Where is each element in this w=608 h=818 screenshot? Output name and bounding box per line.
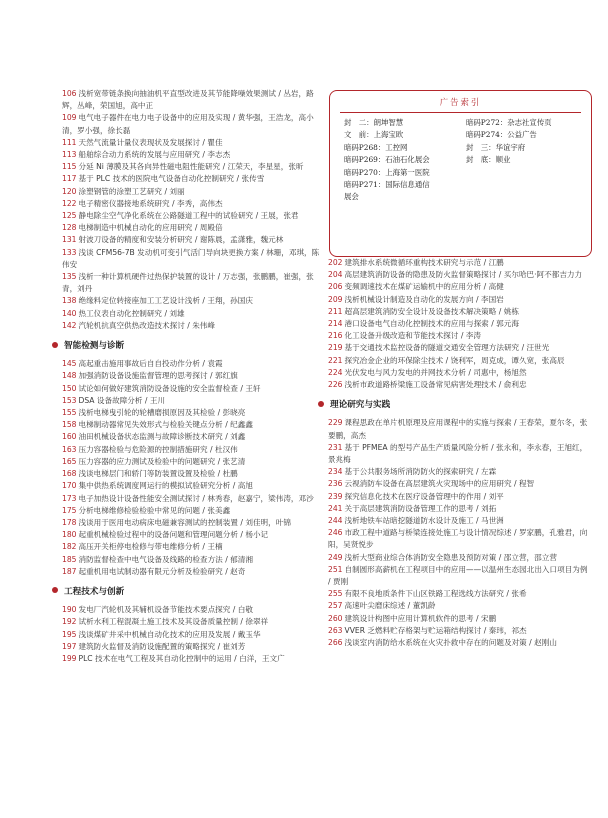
toc-page-number: 249 [328, 552, 343, 562]
toc-entry-title: 基于公共服务场所消防防火的探索研究 / 左霖 [344, 467, 497, 477]
toc-entry[interactable] [62, 641, 324, 653]
toc-entry-title: VVER 乏燃料贮存格架与贮运箱结构探讨 / 秦玮，祁杰 [344, 625, 527, 635]
toc-entry[interactable] [62, 468, 324, 480]
toc-page-number: 165 [62, 456, 77, 466]
ad-index-item: 暗码P272：杂志社宣传页 [466, 118, 552, 127]
toc-entry[interactable] [328, 269, 592, 281]
toc-entry[interactable] [62, 234, 324, 246]
toc-page-number: 133 [62, 247, 77, 257]
toc-entry[interactable] [62, 198, 324, 210]
toc-page-number: 192 [62, 617, 77, 627]
toc-page-number: 266 [328, 638, 343, 648]
toc-entry-title: 起重机用电试制动器有限元分析及检验研究 / 赵奇 [78, 566, 246, 576]
toc-page-number: 221 [328, 355, 343, 365]
toc-entry[interactable] [62, 295, 324, 307]
ad-index-item: 暗码P271：国际信息通信 [344, 180, 430, 190]
toc-page-number: 241 [328, 503, 343, 513]
toc-entry-title: 电子加热设计设备性能安全测试探讨 / 林秀春，赵嘉宁，梁伟涛，邓沙 [78, 493, 314, 503]
toc-entry-title: 浅析一种计算机硬件过热保护装置的设计 / 万志强，张鹏鹏，崔强，张青，刘丹 [62, 272, 314, 294]
toc-entry[interactable] [328, 306, 592, 318]
toc-entry-title: 压力容器的应力测试及检验中的问题研究 / 张艺清 [78, 456, 246, 466]
toc-page-number: 180 [62, 530, 77, 540]
toc-page-number: 182 [62, 542, 77, 552]
toc-page-number: 187 [62, 566, 77, 576]
toc-entry[interactable] [62, 383, 324, 395]
toc-entry[interactable] [328, 318, 592, 330]
toc-page-number: 125 [62, 211, 77, 221]
toc-entry-title: 电子精密仪器接地系统研究 / 李秀，高伟杰 [78, 198, 223, 208]
toc-entry-title: 浅谈电梯层门和轿门等防装置设置及检验 / 杜鹏 [78, 469, 238, 479]
toc-page-number: 170 [62, 481, 77, 491]
toc-entry[interactable] [328, 257, 592, 269]
toc-page-number: 142 [62, 320, 77, 330]
toc-page-number: 195 [62, 629, 77, 639]
ad-index-item: 封 底：顺业 [466, 155, 511, 165]
toc-entry-title: 基于 PLC 技术的医院电气设备自动化控制研究 / 张传雪 [78, 174, 265, 184]
toc-entry[interactable] [328, 588, 592, 600]
toc-entry[interactable] [62, 517, 324, 529]
toc-entry-title: 浅析大型商业综合体消防安全隐患及预防对策 / 邵立营，邵立营 [344, 552, 557, 562]
toc-entry[interactable] [62, 271, 324, 295]
toc-page-number: 113 [62, 150, 77, 160]
toc-entry[interactable] [62, 431, 324, 443]
toc-page-number: 204 [328, 270, 343, 280]
toc-page-number: 246 [328, 528, 343, 538]
toc-entry[interactable] [62, 505, 324, 517]
toc-entry[interactable] [328, 367, 592, 379]
toc-page-number: 206 [328, 282, 343, 292]
toc-entry-title: 高层建筑消防设备的隐患及防火监督策略探讨 / 买尔哈巴·阿不都吉力力 [344, 270, 583, 280]
toc-entry[interactable] [62, 480, 324, 492]
toc-page-number: 163 [62, 444, 77, 454]
toc-entry-title: 浅析电梯曳引轮的轮槽磨损原因及其检验 / 彭晓亮 [78, 408, 246, 418]
toc-entry[interactable] [62, 358, 324, 370]
toc-page-number: 106 [62, 89, 77, 98]
toc-entry[interactable] [62, 419, 324, 431]
toc-entry[interactable] [328, 527, 592, 551]
toc-page-number: 216 [328, 331, 343, 341]
toc-entry-title: 关于高层建筑消防设备管理工作的思考 / 刘拓 [344, 503, 497, 513]
toc-page-number: 111 [62, 137, 77, 147]
toc-page-number: 209 [328, 294, 343, 304]
toc-entry-title: 探究冶金企业的环保除尘技术 / 饶利军，周克成，谭久宽，张高辰 [344, 355, 565, 365]
toc-entry[interactable] [62, 653, 324, 665]
toc-entry[interactable] [328, 515, 592, 527]
toc-page-number: 224 [328, 367, 343, 377]
ad-index-item: 暗码P274：公益广告 [466, 130, 537, 140]
toc-entry-title: 基于交通技术监控设备的隧道交通安全管理方法研究 / 汪世光 [344, 343, 550, 353]
toc-entry[interactable] [62, 88, 324, 112]
toc-entry[interactable] [62, 320, 324, 332]
toc-entry-title: 变频调速技术在煤矿运输机中的应用分析 / 高健 [344, 282, 504, 292]
toc-page-number: 239 [328, 491, 343, 501]
toc-page-number: 251 [328, 564, 343, 574]
toc-entry[interactable] [62, 529, 324, 541]
ad-index-item: 暗码P270：上海第一医院 [344, 167, 430, 177]
toc-entry-title: 浅析宽带链条换向抽油机平直型改进及其节能降噪效果测试 / 丛岩，路辉，丛峰，荣国旭，高中正 [62, 89, 314, 111]
ad-index-box [329, 90, 592, 257]
toc-entry-title: 建筑设计构图中应用计算机软件的思考 / 宋鹏 [344, 613, 497, 623]
toc-entry[interactable] [328, 503, 592, 515]
toc-page-number: 211 [328, 306, 343, 316]
toc-entry[interactable] [328, 491, 592, 503]
toc-entry-title: 浅析机械设计制造及自动化的发展方向 / 李国岩 [344, 294, 504, 304]
ad-index-item: 展会 [344, 192, 359, 202]
section-heading [318, 399, 582, 411]
ad-index-right-list [466, 117, 590, 167]
toc-entry[interactable] [62, 616, 324, 628]
toc-page-number: 117 [62, 174, 77, 184]
left-contents-column [62, 88, 324, 665]
toc-page-number: 197 [62, 641, 77, 651]
toc-entry-title: 消防监督检查中电气设备及线路的检查方法 / 郁清湘 [78, 554, 253, 564]
toc-entry[interactable] [62, 444, 324, 456]
section-heading [52, 586, 314, 598]
section-heading-text: 工程技术与创新 [64, 586, 125, 597]
toc-entry-title: 建筑排水系统微循环重构技术研究与示范 / 江鹏 [344, 258, 504, 267]
toc-entry-title: 探究信息化技术在医疗设备管理中的作用 / 刘平 [344, 491, 504, 501]
toc-page-number: 236 [328, 479, 343, 489]
toc-entry[interactable] [328, 342, 592, 354]
toc-entry-title: 浅谈煤矿井采中机械自动化技术的应用及发展 / 戴玉华 [78, 629, 261, 639]
toc-page-number: 115 [62, 162, 77, 172]
toc-entry-title: 射波刀设备的精度和安装分析研究 / 谢陈晨，孟潇雅，魏元林 [78, 235, 284, 245]
toc-entry-title: 船舶综合动力系统的发展与应用研究 / 李志杰 [78, 150, 231, 160]
toc-entry[interactable] [328, 294, 592, 306]
toc-page-number: 155 [62, 408, 77, 418]
toc-entry-title: DSA 设备故障分析 / 王川 [78, 395, 166, 405]
toc-entry[interactable] [328, 330, 592, 342]
toc-entry[interactable] [62, 112, 324, 136]
toc-page-number: 175 [62, 505, 77, 515]
toc-entry-title: 课程思政在单片机原理及应用课程中的实施与探索 / 王春荣，夏尔冬，张要鹏，高杰 [328, 418, 588, 440]
toc-page-number: 234 [328, 467, 343, 477]
toc-entry-title: 浅谈 CFM56-7B 发动机可变引气活门导向块更换方案 / 林珊，邓琪，陈伟安 [62, 247, 320, 269]
toc-entry[interactable] [62, 629, 324, 641]
toc-entry[interactable] [328, 478, 592, 490]
toc-entry[interactable] [328, 625, 592, 637]
toc-entry-title: 基于 PFMEA 的型号产品生产质量风险分析 / 张永和，李永春，王旭红，景兆梅 [328, 442, 588, 465]
toc-entry-title: 浅析地铁车站暗挖隧道防水设计及施工 / 马世洲 [344, 516, 504, 526]
toc-entry-title: 绝缘料定位转接座加工工艺设计浅析 / 王翔，孙国庆 [78, 296, 253, 306]
toc-entry[interactable] [328, 442, 592, 466]
toc-entry-title: 热工仪表自动化控制研究 / 刘雄 [78, 308, 185, 318]
section-heading [52, 340, 314, 352]
toc-entry-title: 静电除尘空气净化系统在公路隧道工程中的试验研究 / 王展，张君 [78, 211, 299, 221]
toc-entry[interactable] [328, 466, 592, 478]
toc-entry[interactable] [328, 613, 592, 625]
toc-entry-title: 浅谈室内消防给水系统在火灾扑救中存在的问题及对策 / 赵刚山 [344, 638, 557, 648]
toc-page-number: 122 [62, 198, 77, 208]
toc-page-number: 173 [62, 493, 77, 503]
toc-page-number: 135 [62, 272, 77, 282]
toc-entry[interactable] [62, 137, 324, 149]
toc-entry[interactable] [62, 173, 324, 185]
toc-entry[interactable] [62, 456, 324, 468]
toc-page-number: 131 [62, 235, 77, 245]
toc-page-number: 244 [328, 516, 343, 526]
toc-entry-title: 分延 Ni 薄膜及其各向异性磁电阻性能研究 / 江荣天，李星星，张昕 [78, 162, 304, 172]
toc-entry-title: 电梯制动器常见失效形式与检验关键点分析 / 纪鑫鑫 [78, 420, 253, 430]
ad-index-item: 暗码P269：石油石化展会 [344, 155, 430, 165]
toc-page-number: 202 [328, 258, 343, 267]
toc-page-number: 190 [62, 605, 77, 615]
ad-index-title: 广告索引 [439, 97, 482, 107]
toc-page-number: 120 [62, 186, 77, 196]
toc-page-number: 158 [62, 420, 77, 430]
toc-page-number: 150 [62, 383, 77, 393]
toc-entry-title: 有限不良地质条件下山区铁路工程选线方法研究 / 张希 [344, 589, 527, 599]
toc-entry-title: 高速叶尖磨床综述 / 董凯龄 [344, 601, 436, 611]
toc-entry[interactable] [62, 407, 324, 419]
toc-entry[interactable] [328, 281, 592, 293]
toc-page-number: 168 [62, 469, 77, 479]
section-bullet-icon [52, 587, 58, 593]
toc-entry-title: 浅谈用于医用电动病床电磁兼容测试的控制装置 / 刘佳明，叶锦 [78, 517, 291, 527]
toc-entry-title: 汽轮机抗真空供热改造技术探讨 / 朱伟峰 [78, 320, 215, 330]
toc-entry[interactable] [328, 552, 592, 564]
toc-entry-title: 电气电子器件在电力电子设备中的应用及实现 / 黄华强，王浩龙，高小清，罗小强，徐长磊 [62, 113, 314, 135]
toc-entry-title: 高压开关柜停电检修与带电维修分析 / 王楠 [78, 542, 223, 552]
toc-entry-title: 云视消防车设备在高层建筑火灾现场中的应用研究 / 程智 [344, 479, 535, 489]
toc-entry[interactable] [328, 600, 592, 612]
toc-entry-title: 压力容器检验与危险源的控制措施研究 / 杜汉伟 [78, 444, 238, 454]
toc-entry-title: 化工设备升级改造和节能技术探讨 / 李涛 [344, 331, 481, 341]
toc-entry[interactable] [328, 564, 592, 588]
section-bullet-icon [318, 401, 324, 407]
toc-entry[interactable] [62, 493, 324, 505]
toc-page-number: 231 [328, 442, 343, 452]
toc-entry-title: 起重机械检验过程中的设备问题和管理问题分析 / 杨小记 [78, 530, 269, 540]
toc-entry-title: 浅析市政道路桥梁施工设备常见病害处理技术 / 俞利忠 [344, 380, 527, 390]
toc-page-number: 255 [328, 589, 343, 599]
toc-entry-title: 电梯制造中机械自动化的应用研究 / 周殿倍 [78, 223, 223, 233]
toc-entry[interactable] [328, 637, 592, 649]
toc-page-number: 257 [328, 601, 343, 611]
toc-entry-title: 涂塑钢管的涂塑工艺研究 / 刘丽 [78, 186, 185, 196]
toc-entry-title: 油田机械设备状态监测与故障诊断技术研究 / 刘鑫 [78, 432, 246, 442]
toc-page-number: 199 [62, 653, 77, 663]
toc-entry[interactable] [328, 355, 592, 367]
toc-page-number: 219 [328, 343, 343, 353]
toc-entry-title: 天然气流量计量仪表现状及发展探讨 / 瞿佳 [78, 137, 223, 147]
toc-page-number: 128 [62, 223, 77, 233]
toc-entry-title: 市政工程中道路与桥梁连接处施工与设计情况综述 / 罗家鹏，孔雅君，向阳，吴贤悦步 [328, 528, 588, 550]
toc-entry-title: 分析电梯维修检验检验中常见的问题 / 张美鑫 [78, 505, 231, 515]
ad-index-item: 文 前：上海宝欧 [344, 130, 404, 140]
toc-page-number: 229 [328, 418, 343, 428]
toc-entry[interactable] [62, 210, 324, 222]
toc-page-number: 148 [62, 371, 77, 381]
toc-entry-title: PLC 技术在电气工程及其自动化控制中的运用 / 白洋，王文广 [78, 653, 285, 663]
toc-entry[interactable] [62, 186, 324, 198]
toc-entry-title: 建筑防火监督及消防设施配置的策略探究 / 崔刘芳 [78, 641, 246, 651]
toc-page-number: 214 [328, 319, 343, 329]
toc-page-number: 260 [328, 613, 343, 623]
toc-entry[interactable] [62, 222, 324, 234]
toc-page-number: 185 [62, 554, 77, 564]
toc-entry[interactable] [62, 149, 324, 161]
toc-entry[interactable] [62, 541, 324, 553]
ad-index-divider [340, 112, 581, 113]
toc-entry[interactable] [328, 417, 592, 441]
toc-entry[interactable] [62, 247, 324, 271]
toc-entry[interactable] [328, 379, 592, 391]
toc-entry[interactable] [62, 308, 324, 320]
toc-entry-title: 光伏发电与风力发电的并网技术分析 / 司惠中，杨旭然 [344, 367, 527, 377]
ad-index-item: 暗码P268：工控网 [344, 142, 408, 152]
toc-entry-title: 发电厂汽轮机及其辅机设备节能技术要点探究 / 白敬 [78, 605, 253, 615]
toc-page-number: 226 [328, 380, 343, 390]
section-heading-text: 理论研究与实践 [330, 400, 391, 411]
toc-entry-title: 加强消防设备设施监督管理的思考探讨 / 郭红旗 [78, 371, 238, 381]
section-bullet-icon [52, 342, 58, 348]
toc-page-number: 140 [62, 308, 77, 318]
toc-entry[interactable] [62, 566, 324, 578]
toc-page-number: 160 [62, 432, 77, 442]
toc-page-number: 109 [62, 113, 77, 123]
ad-index-item: 封 二：朗坤智慧 [344, 118, 404, 127]
toc-page-number: 145 [62, 359, 77, 369]
toc-entry-title: 高起重击施用事故后自自投动作分析 / 袁霞 [78, 359, 223, 369]
toc-entry-title: 试析水利工程混凝土施工技术及其设备质量控制 / 徐翠祥 [78, 617, 269, 627]
toc-page-number: 178 [62, 517, 77, 527]
section-heading-text: 智能检测与诊断 [64, 341, 125, 352]
toc-page-number: 153 [62, 395, 77, 405]
toc-entry[interactable] [62, 161, 324, 173]
toc-entry[interactable] [62, 395, 324, 407]
right-contents-column [328, 257, 592, 649]
toc-entry[interactable] [62, 554, 324, 566]
toc-entry-title: 超高层建筑消防安全设计及设备技术解决策略 / 姚栋 [344, 306, 519, 316]
toc-entry-title: 试论如何做好建筑消防设备设施的安全监督检查 / 王轩 [78, 383, 261, 393]
toc-entry-title: 集中供热系统调度网运行的模拟试验研究分析 / 高旭 [78, 481, 253, 491]
toc-entry[interactable] [62, 604, 324, 616]
toc-entry-title: 自制圆形高薪机在工程项目中的应用——以温州生态园北出入口项目为例 / 贾刚 [328, 564, 588, 587]
toc-page-number: 263 [328, 625, 343, 635]
toc-page-number: 138 [62, 296, 77, 306]
toc-entry[interactable] [62, 370, 324, 382]
toc-entry-title: 港口设备电气自动化控制技术的应用与探索 / 郭元海 [344, 319, 519, 329]
ad-index-left-list [344, 117, 462, 204]
ad-index-item: 封 三：华谊宇府 [466, 142, 526, 152]
